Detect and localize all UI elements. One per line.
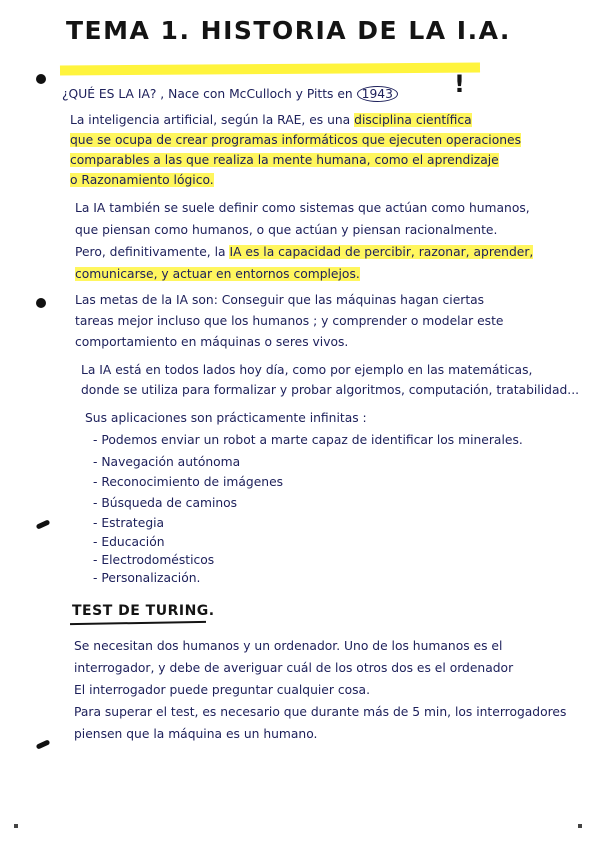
section-title: TEST DE TURING. bbox=[72, 603, 215, 619]
text-line bbox=[74, 726, 317, 742]
text-line bbox=[70, 152, 499, 168]
line-text: Pero, definitivamente, la bbox=[75, 245, 230, 259]
list-item bbox=[93, 432, 523, 448]
highlighted-text: o Razonamiento lógico. bbox=[70, 173, 214, 187]
line-text: - Reconocimiento de imágenes bbox=[93, 475, 284, 489]
line-text: La IA está en todos lados hoy día, como por ejemplo en las matemáticas, bbox=[81, 363, 533, 377]
highlighted-text: disciplina científica bbox=[354, 113, 472, 127]
text-line bbox=[75, 292, 484, 308]
highlighted-text: IA es la capacidad de percibir, razonar, aprender, bbox=[229, 245, 534, 259]
line-text: que piensan como humanos, o que actúan y piensan racionalmente. bbox=[75, 223, 498, 237]
list-item bbox=[93, 454, 240, 470]
highlighted-text: comparables a las que realiza la mente humana, como el aprendizaje bbox=[70, 153, 499, 167]
list-item bbox=[93, 474, 283, 490]
text-line bbox=[74, 660, 513, 676]
exclamation-mark: ! bbox=[454, 70, 465, 98]
punch-hole bbox=[36, 519, 51, 529]
text-line bbox=[70, 112, 472, 128]
highlighter-stroke bbox=[60, 63, 480, 76]
text-line bbox=[70, 132, 521, 148]
line-text: piensen que la máquina es un humano. bbox=[74, 727, 318, 741]
list-item bbox=[93, 570, 200, 586]
list-item bbox=[93, 495, 237, 511]
line-text: Para superar el test, es necesario que durante más de 5 min, los interrogadores bbox=[74, 705, 567, 719]
text-line bbox=[70, 172, 214, 188]
text-line bbox=[75, 266, 360, 282]
list-item bbox=[93, 515, 164, 531]
line-text: Se necesitan dos humanos y un ordenador. Uno de los humanos es el bbox=[74, 639, 503, 653]
line-text: - Electrodomésticos bbox=[93, 553, 215, 567]
punch-hole bbox=[36, 74, 46, 84]
line-text: - Personalización. bbox=[93, 571, 201, 585]
highlighted-text: que se ocupa de crear programas informáticos que ejecuten operaciones bbox=[70, 133, 521, 147]
line-text: La IA también se suele definir como sistemas que actúan como humanos, bbox=[75, 201, 530, 215]
line-text: Sus aplicaciones son prácticamente infinitas : bbox=[85, 411, 367, 425]
line-text: comportamiento en máquinas o seres vivos. bbox=[75, 335, 349, 349]
line-text: - Estrategia bbox=[93, 516, 165, 530]
line-text: - Navegación autónoma bbox=[93, 455, 241, 469]
line-text: - Búsqueda de caminos bbox=[93, 496, 238, 510]
line-text: donde se utiliza para formalizar y probar algoritmos, computación, tratabilidad... bbox=[81, 383, 580, 397]
text-line bbox=[75, 313, 503, 329]
text-line bbox=[75, 222, 497, 238]
list-item bbox=[93, 552, 214, 568]
text-line bbox=[74, 682, 370, 698]
text-line bbox=[62, 86, 398, 102]
text-line bbox=[81, 362, 532, 378]
punch-hole bbox=[36, 298, 46, 308]
line-text: La inteligencia artificial, según la RAE, es una bbox=[70, 113, 355, 127]
line-text: El interrogador puede preguntar cualquier cosa. bbox=[74, 683, 370, 697]
line-text: Las metas de la IA son: Conseguir que las máquinas hagan ciertas bbox=[75, 293, 485, 307]
text-line bbox=[74, 638, 502, 654]
section-underline bbox=[70, 621, 206, 625]
line-text: - Educación bbox=[93, 535, 165, 549]
highlighted-text: comunicarse, y actuar en entornos complejos. bbox=[75, 267, 360, 281]
line-text: interrogador, y debe de averiguar cuál de los otros dos es el ordenador bbox=[74, 661, 514, 675]
text-line bbox=[74, 704, 566, 720]
punch-hole bbox=[36, 739, 51, 749]
text-line bbox=[75, 244, 533, 260]
list-item bbox=[93, 534, 165, 550]
text-line bbox=[75, 334, 348, 350]
text-line bbox=[81, 382, 579, 398]
corner-mark bbox=[578, 824, 582, 828]
line-text: tareas mejor incluso que los humanos ; y comprender o modelar este bbox=[75, 314, 504, 328]
text-line bbox=[85, 410, 367, 426]
corner-mark bbox=[14, 824, 18, 828]
line-text: ¿QUÉ ES LA IA? , Nace con McCulloch y Pitts en bbox=[62, 87, 357, 101]
page-title: TEMA 1. HISTORIA DE LA I.A. bbox=[66, 16, 511, 45]
line-text: - Podemos enviar un robot a marte capaz de identificar los minerales. bbox=[93, 433, 523, 447]
text-line bbox=[75, 200, 530, 216]
year-circle: 1943 bbox=[357, 86, 398, 102]
